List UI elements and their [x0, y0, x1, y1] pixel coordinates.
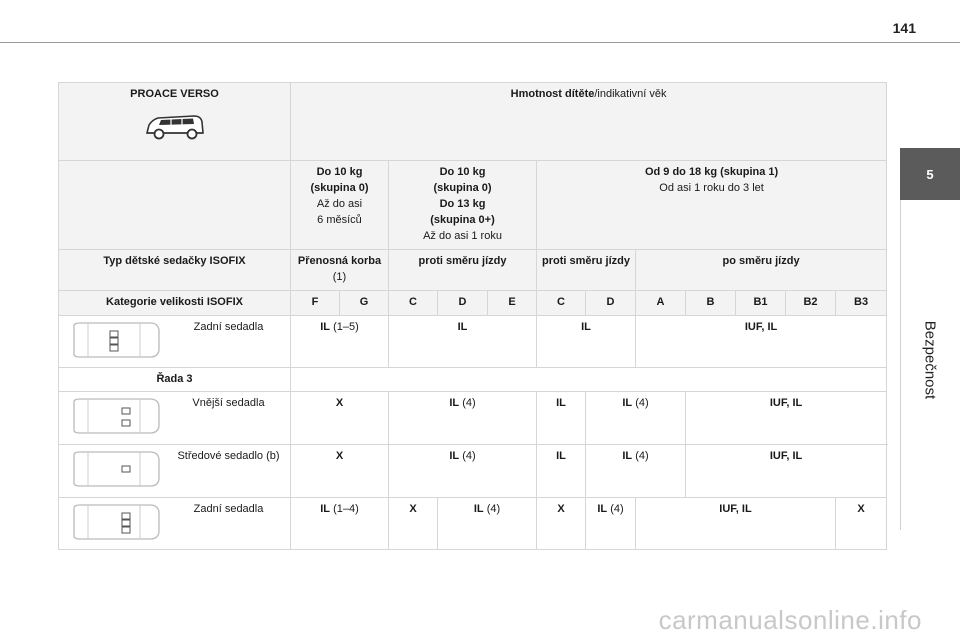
carrycot-note: (1)	[332, 270, 347, 283]
van-side-icon	[144, 113, 206, 141]
cell-note: (4)	[607, 503, 624, 516]
size-class: G	[340, 290, 389, 315]
size-class: F	[291, 290, 340, 315]
table-row	[59, 392, 887, 445]
table-cell	[586, 392, 686, 445]
empty-cell	[59, 161, 291, 250]
seat-position-cell	[59, 445, 291, 498]
row3-heading: Řada 3	[59, 367, 291, 392]
seat-position-cell	[59, 315, 291, 367]
seat-position-label: Zadní sedadla	[193, 320, 264, 333]
vehicle-name: PROACE VERSO	[130, 88, 219, 100]
seat-type-rear-facing: proti směru jízdy	[537, 249, 636, 290]
weight-line: 6 měsíců	[317, 213, 362, 226]
table-header-row	[59, 83, 887, 161]
weight-line: Od asi 1 roku do 3 let	[659, 181, 764, 194]
seat-position-cell	[59, 498, 291, 550]
seat-type-row	[59, 249, 887, 290]
table-cell: X	[836, 498, 887, 550]
size-class-row	[59, 290, 887, 315]
seat-type-rear-facing: proti směru jízdy	[389, 249, 537, 290]
seat-position-label: Zadní sedadla	[193, 503, 264, 516]
table-cell: X	[291, 445, 389, 498]
row3-heading-row	[59, 367, 887, 392]
seat-plan-middle-seat-icon	[66, 449, 164, 489]
table-cell: X	[291, 392, 389, 445]
seat-plan-outer-seats-icon	[66, 396, 164, 436]
cell-code: IL	[597, 503, 608, 516]
size-class: E	[488, 290, 537, 315]
seat-position-label: Středové sedadlo (b)	[177, 450, 280, 463]
table-cell	[389, 445, 537, 498]
cell-code: IL	[449, 397, 460, 410]
table-cell: IUF, IL	[636, 315, 887, 367]
page-number: 141	[892, 20, 916, 36]
top-divider	[0, 42, 960, 43]
table-row	[59, 445, 887, 498]
weight-line: (skupina 0)	[310, 181, 369, 194]
table-cell: IL	[537, 445, 586, 498]
size-class: C	[389, 290, 438, 315]
weight-group-0plus	[389, 161, 537, 250]
weight-groups-row	[59, 161, 887, 250]
table-cell: IL	[389, 315, 537, 367]
table-cell: IUF, IL	[686, 392, 887, 445]
weight-line: Do 13 kg	[439, 197, 486, 210]
seat-type-forward-facing: po směru jízdy	[636, 249, 887, 290]
cell-note: (4)	[459, 450, 476, 463]
carrycot-label: Přenosná korba	[297, 254, 382, 267]
size-class: B	[686, 290, 736, 315]
weight-line: Až do asi	[316, 197, 363, 210]
seat-position-label: Vnější sedadla	[192, 397, 265, 410]
cell-code: IL	[473, 503, 484, 516]
weight-line: (skupina 0)	[433, 181, 492, 194]
size-class: B1	[736, 290, 786, 315]
cell-note: (1–4)	[330, 503, 359, 516]
size-class-label: Kategorie velikosti ISOFIX	[59, 290, 291, 315]
seat-plan-rear-row3-icon	[66, 502, 164, 542]
size-class: A	[636, 290, 686, 315]
table-cell	[389, 392, 537, 445]
chapter-tab[interactable]	[900, 148, 960, 200]
seat-plan-rear-row2-icon	[66, 320, 164, 360]
weight-heading	[291, 83, 887, 161]
weight-heading-rest: /indikativní věk	[594, 88, 667, 100]
weight-line: Až do asi 1 roku	[423, 229, 502, 242]
seat-type-carrycot	[291, 249, 389, 290]
size-class: D	[438, 290, 488, 315]
chapter-title: Bezpečnost	[921, 320, 939, 400]
size-class: B3	[836, 290, 887, 315]
weight-group-0	[291, 161, 389, 250]
table-cell	[291, 498, 389, 550]
weight-line: Od 9 do 18 kg (skupina 1)	[644, 166, 779, 178]
table-cell: IUF, IL	[636, 498, 836, 550]
table-row	[59, 498, 887, 550]
cell-code: IL	[622, 397, 633, 410]
cell-note: (4)	[632, 397, 649, 410]
cell-code: IL	[622, 450, 633, 463]
vehicle-cell	[59, 83, 291, 161]
table-cell	[291, 315, 389, 367]
isofix-table	[58, 82, 887, 550]
cell-code: IL	[449, 450, 460, 463]
table-cell	[586, 445, 686, 498]
cell-code: IL	[320, 503, 331, 516]
table-cell	[586, 498, 636, 550]
cell-note: (1–5)	[330, 320, 359, 333]
table-cell	[438, 498, 537, 550]
weight-line: (skupina 0+)	[430, 213, 495, 226]
cell-code: IL	[320, 320, 331, 333]
table-cell: IUF, IL	[686, 445, 887, 498]
weight-line: Do 10 kg	[439, 166, 486, 178]
weight-line: Do 10 kg	[316, 166, 363, 178]
size-class: C	[537, 290, 586, 315]
chapter-number: 5	[926, 166, 934, 182]
seat-type-label: Typ dětské sedačky ISOFIX	[59, 249, 291, 290]
table-cell: X	[389, 498, 438, 550]
empty-cell	[291, 367, 887, 392]
weight-group-1	[537, 161, 887, 250]
table-row	[59, 315, 887, 367]
size-class: D	[586, 290, 636, 315]
size-class: B2	[786, 290, 836, 315]
cell-note: (4)	[459, 397, 476, 410]
watermark: carmanualsonline.info	[658, 605, 922, 635]
cell-note: (4)	[632, 450, 649, 463]
seat-position-cell	[59, 392, 291, 445]
table-cell: X	[537, 498, 586, 550]
table-cell: IL	[537, 392, 586, 445]
weight-heading-bold: Hmotnost dítěte	[510, 88, 595, 100]
cell-note: (4)	[483, 503, 501, 516]
table-cell: IL	[537, 315, 636, 367]
